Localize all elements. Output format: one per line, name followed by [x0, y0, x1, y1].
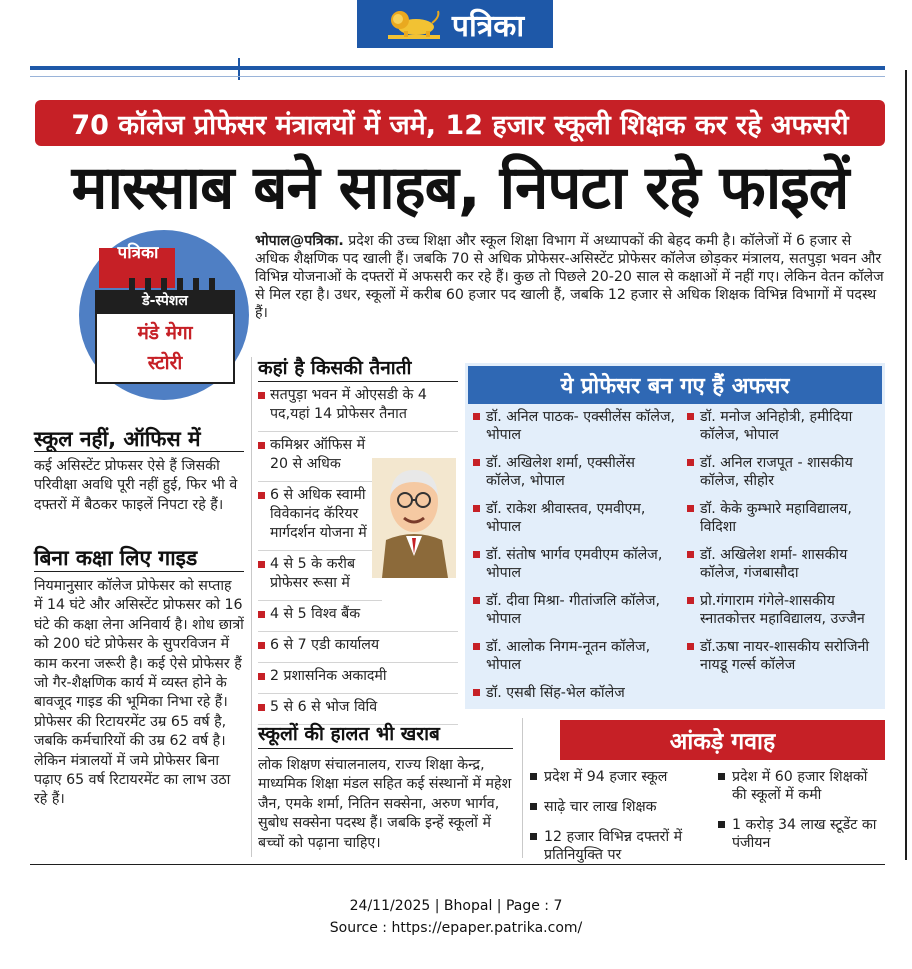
list-item: डॉ. संतोष भार्गव एमवीएम कॉलेज, भोपाल [470, 546, 675, 582]
list-item: डॉ. अखिलेश शर्मा, एक्सीलेंस कॉलेज, भोपाल [470, 454, 675, 490]
list-item: डॉ. अनिल राजपूत - शासकीय कॉलेज, सीहोर [684, 454, 882, 490]
section2-heading: बिना कक्षा लिए गाइड [34, 546, 198, 570]
bullet-icon [258, 392, 265, 399]
strap-headline: 70 कॉलेज प्रोफेसर मंत्रालयों में जमे, 12 हजार स्कूली शिक्षक कर रहे अफसरी [35, 100, 885, 146]
schools-text: लोक शिक्षण संचालनालय, राज्य शिक्षा केन्द्र, माध्यमिक शिक्षा मंडल सहित कई संस्थानों में महेश जैन, एमके शर्मा, नितिन सक्सेना, अरुण भार्गव, सुबोध सक्सेना पदस्थ हैं। जबकि इन्हें स्कूलों में बच्चों को पढ़ाना चाहिए। [258, 757, 512, 851]
stats-list-right [716, 768, 886, 864]
section2-rule [34, 571, 244, 572]
deployment-heading: कहां है किसकी तैनाती [258, 357, 412, 379]
logo-body-line1: मंडे मेगा [137, 322, 193, 344]
stats-list-left [528, 768, 713, 876]
officers-list-right [684, 408, 882, 684]
bullet-icon [687, 597, 694, 604]
logo-body-line2: स्टोरी [147, 352, 183, 374]
list-item: 12 हजार विभिन्न दफ्तरों में प्रतिनियुक्ति पर [528, 828, 713, 864]
bottom-rule [30, 864, 885, 865]
bullet-icon [258, 492, 265, 499]
list-item: डॉ. दीवा मिश्रा- गीतांजलि कॉलेज, भोपाल [470, 592, 675, 628]
list-item: डॉ. केके कुम्भारे महाविद्यालय, विदिशा [684, 500, 882, 536]
bullet-icon [687, 551, 694, 558]
list-item: प्रो.गंगाराम गंगेले-शासकीय स्नातकोत्तर महाविद्यालय, उज्जैन [684, 592, 882, 628]
stats-heading: आंकड़े गवाह [560, 720, 885, 760]
list-item: सतपुड़ा भवन में ओएसडी के 4 पद,यहां 14 प्रोफेसर तैनात [258, 386, 458, 432]
bullet-icon [258, 704, 265, 711]
list-item: 4 से 5 के करीब प्रोफेसर रूसा में [258, 555, 382, 601]
list-item: डॉ. राकेश श्रीवास्तव, एमवीएम, भोपाल [470, 500, 675, 536]
bullet-icon [258, 561, 265, 568]
list-item: डॉ. मनोज अनिहोत्री, हमीदिया कॉलेज, भोपाल [684, 408, 882, 444]
intro-text: प्रदेश की उच्च शिक्षा और स्कूल शिक्षा विभाग में अध्यापकों की बेहद कमी है। कॉलेजों में 6 हजार से अधिक शैक्षणिक पद खाली हैं। जबकि 70 से अधिक प्रोफेसर-असिस्टेंट प्रोफेसर कॉलेज छोड़कर मंत्रालय, सतपुड़ा भवन और विभिन्न योजनाओं के दफ्तरों में अफसरी कर रहे हैं। कुछ तो पिछले 20-20 साल से कक्षाओं में नहीं गए। लेकिन वेतन कॉलेज से मिल रहा है। उधर, स्कूलों में करीब 60 हजार पद खाली हैं, जबकि 12 हजार से अधिक शिक्षक विभिन्न विभागों में पदस्थ हैं। [255, 233, 884, 321]
section1-heading: स्कूल नहीं, ऑफिस में [34, 427, 201, 451]
dateline: भोपाल@पत्रिका. [255, 233, 344, 249]
list-item: डॉ. आलोक निगम-नूतन कॉलेज, भोपाल [470, 638, 675, 674]
bullet-icon [530, 803, 537, 810]
footer-source: Source : https://epaper.patrika.com/ [329, 920, 583, 936]
section1-text: कई असिस्टेंट प्रोफसर ऐसे हैं जिसकी परिवीक्षा अवधि पूरी नहीं हुई, फिर भी वे दफ्तरों में बैठकर फाइलें निपटा रहे हैं। [34, 458, 238, 513]
list-item: कमिश्नर ऑफिस में 20 से अधिक [258, 436, 382, 482]
list-item: साढ़े चार लाख शिक्षक [528, 798, 713, 816]
list-item: 2 प्रशासनिक अकादमी [258, 667, 458, 694]
column-divider [522, 718, 523, 858]
bullet-icon [473, 505, 480, 512]
list-item: 1 करोड़ 34 लाख स्टूडेंट का पंजीयन [716, 816, 886, 852]
officers-heading: ये प्रोफेसर बन गए हैं अफसर [468, 366, 882, 404]
section2-text: नियमानुसार कॉलेज प्रोफेसर को सप्ताह में 14 घंटे और असिस्टेंट प्रोफसर को 16 घंटे की कक्षा लेना अनिवार्य है। शोध छात्रों को 200 घंटे प्रोफेसर के सुपरविजन में काम करना जरूरी है। कई ऐसे प्रोफेसर हैं जो गैर-शैक्षणिक कार्य में व्यस्त होने के बावजूद गाइड की भूमिका निभा रहे हैं। प्रोफेसर की रिटायरमेंट उम्र 65 वर्ष है, जबकि कर्मचारियों की उम्र 62 वर्ष है। लेकिन मंत्रालयों में जमे प्रोफेसर बिना पढ़ाए 65 वर्ष रिटायरमेंट का लाभ उठा रहे हैं। [34, 578, 244, 808]
bullet-icon [718, 821, 725, 828]
list-item: डॉ. अखिलेश शर्मा- शासकीय कॉलेज, गंजबासौदा [684, 546, 882, 582]
bullet-icon [687, 459, 694, 466]
list-item: डॉ.ऊषा नायर-शासकीय सरोजिनी नायडू गर्ल्स कॉलेज [684, 638, 882, 674]
professor-cartoon-icon [372, 458, 456, 578]
bullet-icon [473, 597, 480, 604]
list-item: 4 से 5 विश्व बैंक [258, 605, 458, 632]
bullet-icon [687, 505, 694, 512]
bullet-icon [473, 643, 480, 650]
bullet-icon [473, 551, 480, 558]
footer-date-page: 24/11/2025 | Bhopal | Page : 7 [349, 898, 563, 914]
logo-brand: पत्रिका [117, 243, 159, 263]
schools-rule [258, 748, 513, 749]
schools-heading: स्कूलों की हालत भी खराब [258, 723, 440, 745]
lion-emblem-icon [386, 7, 442, 41]
list-item: प्रदेश में 60 हजार शिक्षकों की स्कूलों में कमी [716, 768, 886, 804]
top-strip-line [30, 76, 885, 77]
logo-day-special: डे-स्पेशल [95, 290, 235, 312]
list-item: प्रदेश में 94 हजार स्कूल [528, 768, 713, 786]
top-rule [30, 66, 885, 70]
bullet-icon [530, 773, 537, 780]
bullet-icon [258, 611, 265, 618]
list-item: 5 से 6 से भोज विवि [258, 698, 458, 725]
bullet-icon [258, 673, 265, 680]
bullet-icon [530, 833, 537, 840]
right-rule [905, 70, 907, 860]
masthead [357, 0, 553, 48]
deployment-rule [258, 381, 458, 382]
column-divider [251, 357, 252, 857]
bullet-icon [687, 413, 694, 420]
list-item: 6 से 7 एडी कार्यालय [258, 636, 458, 663]
logo-monday-mega-story [95, 312, 235, 384]
bullet-icon [258, 642, 265, 649]
officers-list-left [470, 408, 675, 712]
main-headline: मास्साब बने साहब, निपटा रहे फाइलें [71, 153, 849, 223]
brand-name: पत्रिका [451, 8, 525, 44]
intro-paragraph [255, 232, 887, 322]
list-item: 6 से अधिक स्वामी विवेकानंद कॅरियर मार्गदर्शन योजना में [258, 486, 382, 551]
bullet-icon [258, 442, 265, 449]
bullet-icon [687, 643, 694, 650]
list-item: डॉ. एसबी सिंह-भेल कॉलेज [470, 684, 675, 702]
bullet-icon [473, 689, 480, 696]
list-item: डॉ. अनिल पाठक- एक्सीलेंस कॉलेज, भोपाल [470, 408, 675, 444]
bullet-icon [718, 773, 725, 780]
bullet-icon [473, 459, 480, 466]
bullet-icon [473, 413, 480, 420]
section1-rule [34, 451, 244, 452]
